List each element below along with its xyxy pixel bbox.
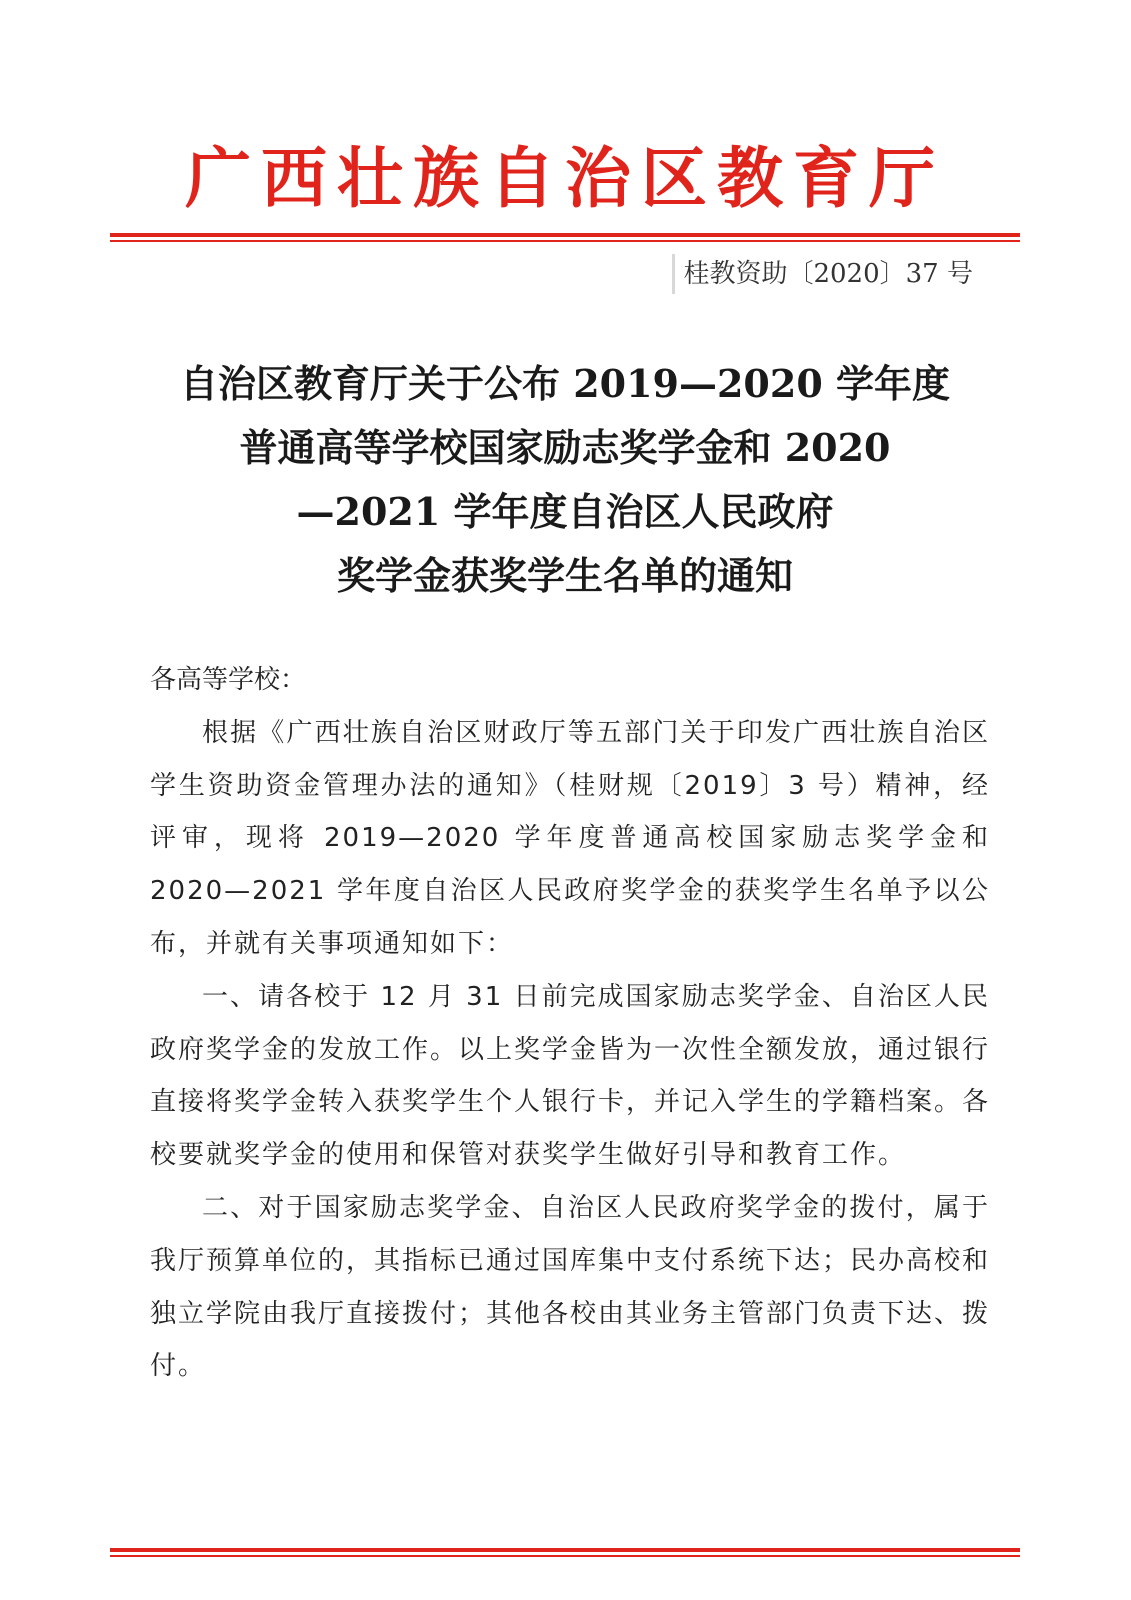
footer-red-rule bbox=[110, 1548, 1020, 1557]
title-line: 普通高等学校国家励志奖学金和 2020 bbox=[239, 425, 891, 470]
document-body bbox=[150, 654, 990, 1393]
masthead-org-name: 广西壮族自治区教育厅 bbox=[185, 139, 945, 217]
salutation: 各高等学校： bbox=[150, 665, 307, 695]
title-line: 奖学金获奖学生名单的通知 bbox=[336, 553, 793, 598]
body-paragraph: 一、请各校于 12 月 31 日前完成国家励志奖学金、自治区人民政府奖学金的发放工作。以上奖学金皆为一次性全额发放，通过银行直接将奖学金转入获奖学生个人银行卡，并记入学生的学籍档案。各校要就奖学金的使用和保管对获奖学生做好引导和教育工作。 bbox=[150, 981, 991, 1171]
document-title bbox=[110, 352, 1020, 608]
title-line: —2021 学年度自治区人民政府 bbox=[296, 489, 834, 534]
header-red-rule bbox=[110, 233, 1020, 242]
title-line: 自治区教育厅关于公布 2019—2020 学年度 bbox=[180, 361, 950, 406]
body-paragraph: 根据《广西壮族自治区财政厅等五部门关于印发广西壮族自治区学生资助资金管理办法的通知》（桂财规〔2019〕3 号）精神，经评审，现将 2019—2020 学年度普通高校国家励志奖学金和 2020—2021 学年度自治区人民政府奖学金的获奖学生名单予以公布，并就有关事项通知如下： bbox=[150, 717, 990, 959]
body-paragraph: 二、对于国家励志奖学金、自治区人民政府奖学金的拨付，属于我厅预算单位的，其指标已通过国库集中支付系统下达；民办高校和独立学院由我厅直接拨付；其他各校由其业务主管部门负责下达、拨付。 bbox=[150, 1192, 991, 1382]
rule-thin-line bbox=[110, 1555, 1020, 1557]
document-number: 桂教资助〔2020〕37 号 bbox=[672, 254, 973, 294]
rule-thin-line bbox=[110, 240, 1020, 242]
